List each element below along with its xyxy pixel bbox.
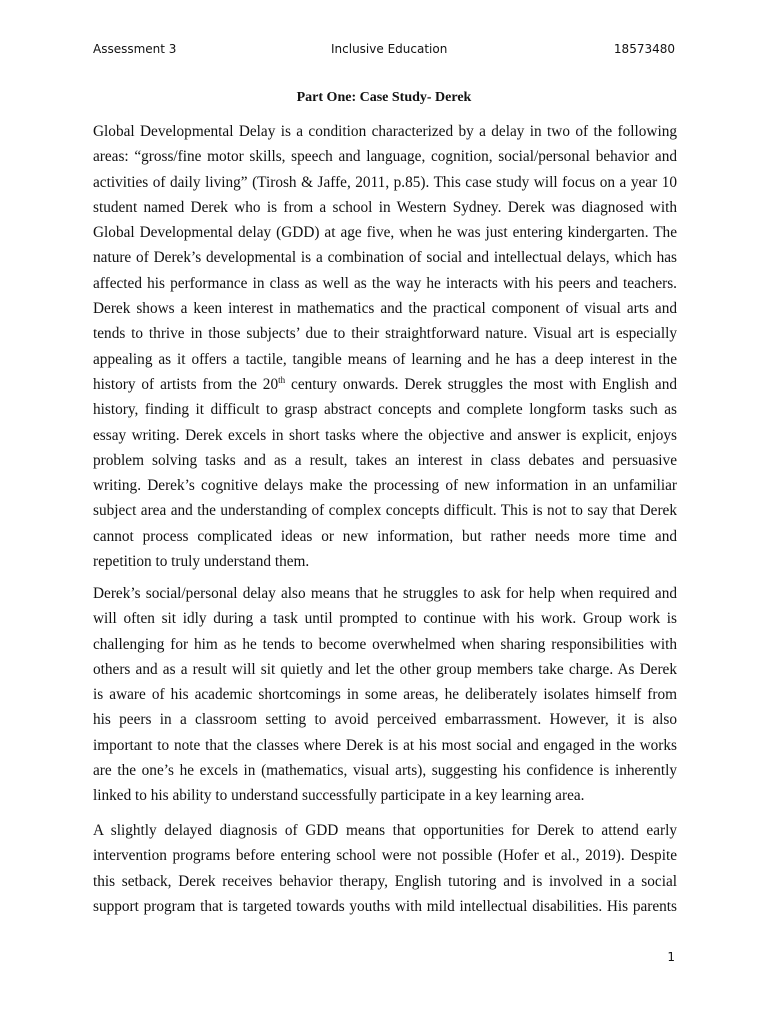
header-course: Inclusive Education: [331, 42, 448, 56]
paragraph-line: Global Developmental Delay is a condition characterized by a delay in two of the following: [93, 123, 677, 140]
paragraph-line: tends to thrive in those subjects’ due to their straightforward nature. Visual art is especially: [93, 325, 677, 343]
paragraph-line: writing. Derek’s cognitive delays make the processing of new information in an unfamiliar: [93, 477, 677, 495]
paragraph-3: [93, 818, 677, 919]
paragraph-line: activities of daily living” (Tirosh & Jaffe, 2011, p.85). This case study will focus on a year 10: [93, 173, 677, 191]
paragraph-line: subject area and the understanding of complex concepts difficult. This is not to say that Derek: [93, 502, 677, 520]
paragraph-line: important to note that the classes where Derek is at his most social and engaged in the works: [93, 736, 677, 754]
paragraph-line: Derek’s social/personal delay also means that he struggles to ask for help when required and: [93, 585, 677, 602]
paragraph-line: is aware of his academic shortcomings in some areas, he deliberately isolates himself from: [93, 686, 677, 704]
paragraph-line: areas: “gross/fine motor skills, speech and language, cognition, social/personal behavior and: [93, 148, 677, 166]
paragraph-line: cannot process complicated ideas or new information, but rather needs more time and: [93, 527, 677, 545]
paragraph-line: affected his performance in class as well as the way he interacts with his peers and teachers.: [93, 274, 677, 292]
paragraph-line: nature of Derek’s developmental is a combination of social and intellectual delays, which has: [93, 249, 677, 267]
paragraph-line: appealing as it offers a tactile, tangible means of learning and he has a deep interest in the: [93, 350, 677, 368]
paragraph-line: his peers in a classroom setting to avoid perceived embarrassment. However, it is also: [93, 711, 677, 729]
paragraph-line: A slightly delayed diagnosis of GDD means that opportunities for Derek to attend early: [93, 822, 677, 839]
paragraph-line: are the one’s he excels in (mathematics, visual arts), suggesting his confidence is inherently: [93, 762, 677, 780]
section-title: Part One: Case Study- Derek: [296, 90, 472, 105]
paragraph-line: essay writing. Derek excels in short tasks where the objective and answer is explicit, enjoys: [93, 426, 677, 444]
paragraph-line: support program that is targeted towards youths with mild intellectual disabilities. His parents: [93, 897, 677, 915]
header-student-id: 18573480: [613, 42, 675, 56]
paragraph-line: this setback, Derek receives behavior therapy, English tutoring and is involved in a social: [93, 872, 677, 890]
paragraph-line: linked to his ability to understand successfully participate in a key learning area.: [93, 787, 585, 805]
line-text-after: century onwards. Derek struggles the most with English and: [285, 375, 677, 393]
paragraph-line: challenging for him as he tends to become overwhelmed when sharing responsibilities with: [93, 635, 677, 653]
paragraph-line: intervention programs before entering school were not possible (Hofer et al., 2019). Despite: [93, 847, 677, 865]
page-number: 1: [667, 950, 675, 964]
paragraph-line: Derek shows a keen interest in mathematics and the practical component of visual arts and: [93, 300, 677, 318]
paragraph-line: history, finding it difficult to grasp abstract concepts and complete longform tasks such as: [93, 401, 677, 419]
paragraph-line: will often sit idly during a task until prompted to continue with his work. Group work is: [93, 610, 677, 628]
header-assessment: Assessment 3: [93, 42, 177, 56]
paragraph-line: repetition to truly understand them.: [93, 553, 310, 571]
line-text-before: history of artists from the 20: [93, 375, 279, 393]
paragraph-line-with-superscript: [93, 372, 677, 397]
paragraph-line: problem solving tasks and as a result, takes an interest in class debates and persuasive: [93, 451, 677, 469]
paragraph-2: [93, 581, 677, 809]
paragraph-line: others and as a result will sit quietly and let the other group members take charge. As Derek: [93, 660, 677, 678]
paragraph-1: [93, 119, 677, 574]
paragraph-line: Global Developmental delay (GDD) at age five, when he was just entering kindergarten. The: [93, 224, 677, 242]
ordinal-superscript: th: [278, 374, 286, 385]
page-header: [93, 42, 675, 62]
paragraph-line: student named Derek who is from a school in Western Sydney. Derek was diagnosed with: [93, 198, 677, 216]
